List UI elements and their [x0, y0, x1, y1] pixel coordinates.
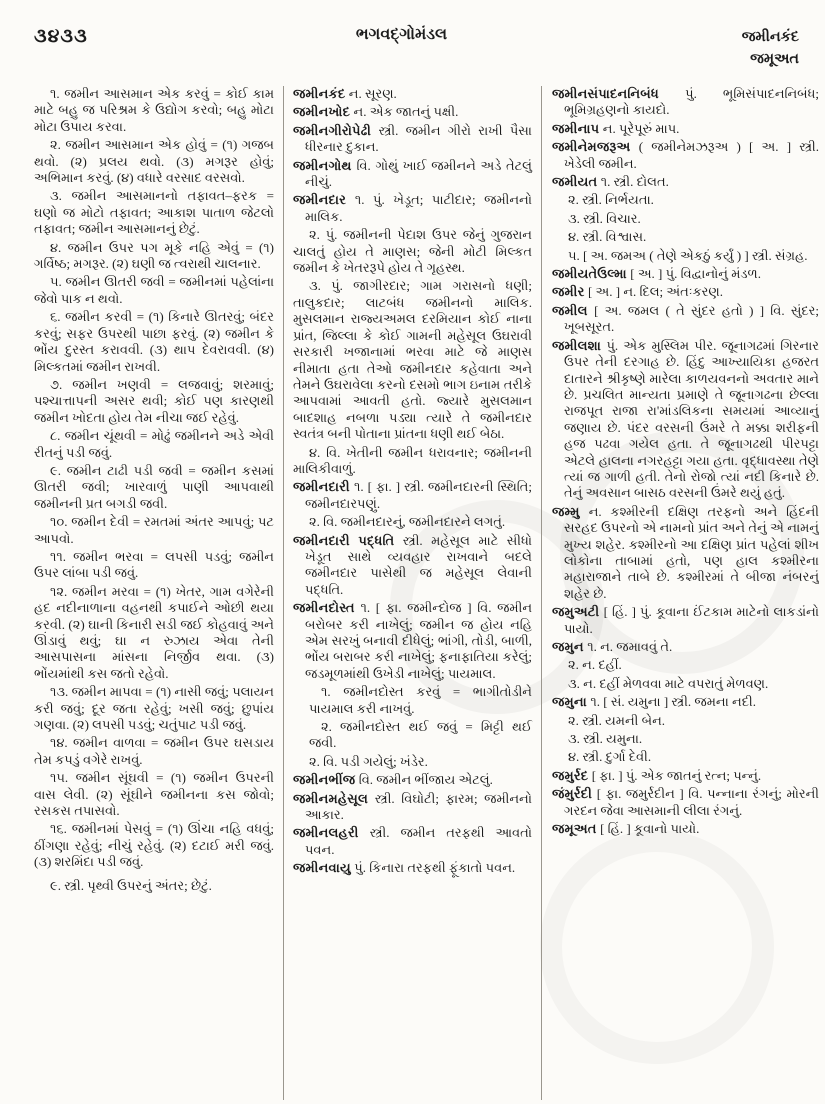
- sense-paragraph: ૧૪. જમીન વાળવા = જમીન ઉપર ઘસડાય તેમ કપડું વગેરે રાખવું.: [34, 735, 274, 767]
- sense-paragraph: ૩. પું. જાગીરદાર; ગામ ગરાસનો ધણી; તાલુકદાર; લાટબંધ જમીનનો માલિક. મુસલમાન રાજ્યઅમલ દરમિયાન કોઈ નાના પ્રાંત, જિલ્લા કે કોઈ ગામની મહેસૂલ ઉઘરાવી સરકારી ખજાનામાં ભરવા માટે જે માણસ નીમાતા હતા તેઓ જમીનદાર કહેવાતા અને તેમને ઉઘરાવેલા કરનો દસમો ભાગ ઇનામ તરીકે આપવામાં આવતી હતો. જ્યારે મુસલમાન બાદશાહ નબળા પડ્યા ત્યારે તે જમીનદાર સ્વતંત્ર બની પોતાના પ્રાંતના ધણી થઈ બેઠા.: [293, 278, 532, 442]
- entry-paragraph: જમીનદોસ્ત ૧. [ ફા. જમીન્દોજ ] વિ. જમીન બરોબર કરી નાખેલું; જમીન જ હોય નહિ એમ સરખું બનાવી દીધેલું; ભાંગી, તોડી, બાળી, ભોંય બરાબર કરી નાખેલું; ફનાફાતિયા કરેલું; જડમૂળમાંથી ઉખેડી નાખેલું; પાયમાલ.: [293, 600, 533, 681]
- sense-paragraph: ૪. જમીન ઉપર પગ મૂકે નહિ એવું = (૧) ગર્વિષ્ઠ; મગરૂર. (૨) ઘણી જ ત્વરાથી ચાલનાર.: [34, 239, 274, 272]
- sense-paragraph: ૪. સ્ત્રી. વિશ્વાસ.: [568, 229, 647, 245]
- headword: જમુર્રદ: [552, 767, 592, 783]
- column-2: [283, 86, 541, 1100]
- sense-paragraph: ૯. જમીન ટાઢી પડી જવી = જમીન કસમાં ઊતરી જવી; ખારવાળું પાણી આપવાથી જમીનની પ્રત બગડી જવી.: [34, 462, 274, 511]
- sense-paragraph: ૫. [ અ. જમઅ ( તેણે એકઠું કર્યું ) ] સ્ત્રી. સંગ્રહ.: [568, 247, 808, 263]
- sense-paragraph: ૩. જમીન આસમાનનો તફાવત–ફરક = ઘણો જ મોટો તફાવત; આકાશ પાતાળ જેટલો તફાવત; જમીન આસમાનનું છેટું.: [34, 188, 274, 237]
- headword: જમીનમહેસૂલ: [293, 790, 375, 806]
- entry-paragraph: જમીયતેઉલ્મા [ અ. ] પું. વિદ્વાનોનું મંડળ.: [552, 266, 761, 282]
- headword: જમીનભીંજ: [293, 772, 359, 788]
- sense-paragraph: ૫. જમીન ઊતરી જવી = જમીનમાં પહેલાંના જેવો પાક ન થવો.: [34, 274, 274, 306]
- sense-paragraph: ૨. જમીનદોસ્ત થઈ જવું = મિટ્ટી થઈ જવી.: [309, 719, 532, 751]
- headword: જમીનલહરી: [293, 825, 370, 841]
- guide-word-top: જમીનકંદ: [741, 29, 799, 45]
- headword: જમીનદારી: [293, 479, 355, 495]
- column-1: [34, 86, 283, 1100]
- headword: જમીનગોથ: [293, 157, 357, 173]
- entry-paragraph: જમીનદારી પદ્ધતિ સ્ત્રી. મહેસૂલ માટે સીધો ખેડૂત સાથે વ્યવહાર રાખવાને બદલે જમીનદાર પાસેથી જ મહેસૂલ લેવાની પદ્ધતિ.: [293, 532, 532, 597]
- entry-paragraph: જંમુર્રદી [ ફા. જમુર્રદીન ] વિ. પન્નાના રંગનું; મોરની ગરદન જેવા આસમાની લીલા રંગનું.: [552, 786, 819, 818]
- headword: જમીનગીરોપેઢી: [293, 122, 379, 138]
- sense-paragraph: ૧૨. જમીન મરવા = (૧) ખેતર, ગામ વગેરેની હદ નદીનાળાના વહનથી કપાઈને ઓછી થયા કરવી. (૨) ઘાની કિનારી સડી જઈ કોહવાવું અને ઊંડાવું થવું; ઘા ન રુઝાય એવા તેની આસપાસના માંસના નિર્જીવ થવા. (૩) ભોંયમાંથી કસ જતો રહેવો.: [34, 583, 274, 681]
- headword: જમીનદોસ્ત: [293, 600, 361, 616]
- sense-paragraph: ૩. સ્ત્રી. વિચાર.: [568, 210, 641, 226]
- sense-paragraph: ૧૩. જમીન માપવા = (૧) નાસી જવું; પલાયન કરી જવું; દૂર જતા રહેવું; ખસી જવું; છુપાંય ગણવા. (૨) લપસી પડવું; ચતુંપાટ પડી જવું.: [34, 684, 274, 733]
- headword: જમીનાપ: [552, 120, 603, 136]
- entry-paragraph: જમીયત ૧. સ્ત્રી. દોલત.: [552, 174, 669, 190]
- entry-paragraph: જમીનદારી ૧. [ ફા. ] સ્ત્રી. જમીનદારની સ્થિતિ; જમીનદારપણું.: [293, 479, 532, 511]
- entry-paragraph: જમુના ૧. [ સં. યમુના ] સ્ત્રી. જમના નદી.: [552, 694, 756, 710]
- sense-paragraph: ૧. જમીન આસમાન એક કરવું = કોઈ કામ માટે બહુ જ પરિશ્રમ કે ઉદ્યોગ કરવો; બહુ મોટા મોટા ઉપાય કરવા.: [34, 86, 274, 134]
- sense-paragraph: ૨. ન. દહીં.: [568, 657, 622, 673]
- entry-paragraph: જમીલ [ અ. જમલ ( તે સુંદર હતો ) ] વિ. સુંદર; ખૂબસૂરત.: [552, 302, 819, 335]
- guide-words: [649, 26, 799, 71]
- page-header: [34, 26, 799, 71]
- entry-paragraph: જમીનવાયુ પું. કિનારા તરફથી ફૂંકાતો પવન.: [293, 860, 516, 876]
- sense-paragraph: ૨. સ્ત્રી. યમની બેન.: [568, 712, 666, 728]
- sense-paragraph: ૧૦. જમીન દેવી = રમતમાં અંતર આપવું; પટ આપવો.: [34, 514, 274, 546]
- sense-paragraph: ૨. જમીન આસમાન એક હોવું = (૧) ગજબ થવો. (૨) પ્રલય થવો. (૩) મગરૂર હોવું; અભિમાન કરવું. (૪) વધારે વરસાદ વરસવો.: [34, 137, 274, 186]
- sense-paragraph: ૮. જમીન ચૂંથવી = મોઢું જમીનને અડે એવી રીતનું પડી જવું.: [34, 428, 274, 460]
- headword: જંમુર્રદી: [552, 786, 597, 802]
- sense-paragraph: ૨. વિ. પડી ગયેલું; ખંડેર.: [309, 753, 428, 769]
- entry-paragraph: જમુન ૧. ન. જમાવવું તે.: [552, 639, 673, 654]
- sense-paragraph: ૧. જમીનદોસ્ત કરવું = ભાગીતોડીને પાયમાલ કરી નાખવું.: [309, 684, 532, 716]
- sense-paragraph: ૧૬. જમીનમાં પેસવું = (૧) ઊંચા નહિ વધવું; ઠીંગણા રહેવું; નીચું રહેવું. (૨) દટાઈ મરી જવું. (૩) શરમિંદા પડી જવું.: [34, 821, 274, 870]
- headword: જમૂઅત: [552, 821, 601, 837]
- headword: જમીનવાયુ: [293, 860, 355, 876]
- headword: જમુઅટી: [552, 604, 604, 620]
- entry-paragraph: જમૂઅત [ હિં. ] કૂવાનો પાયો.: [552, 821, 700, 837]
- sense-paragraph: ૭. જમીન ખણવી = લજવાવું; શરમાવું; પશ્ચાત્તાપની અસર થવી; કોઈ પણ કારણથી જમીન ખોદતા હોય તેમ નીચા જઈ રહેવું.: [34, 376, 274, 425]
- entry-paragraph: જમીનગોથ વિ. ગોથું ખાઈ જમીનને અડે તેટલું નીચું.: [293, 157, 532, 190]
- entry-paragraph: જમીલશા પું. એક મુસ્લિમ પીર. જૂનાગઢમાં ગિરનાર ઉપર તેની દરગાહ છે. હિંદુ આખ્યાયિકા હજરત દાતારને શ્રીકૃષ્ણે મારેલા કાળયવનનો અવતાર માને છે. પ્રચલિત માન્યતા પ્રમાણે તે જૂનાગઢના છેલ્લા રાજપૂત રાજા રા'માંડલિકના સમયમાં આવ્યાનું જણાય છે. પંદર વરસની ઉંમરે તે મક્કા શરીફની હજ પઢવા ગયેલ હતા. તે જૂનાગઢથી પીરપટ્ટા એટલે હાલના નગરહટ્ટા ગયા હતા. વૃદ્ધાવસ્થા તેણે ત્યાં જ ગાળી હતી. તેનો રોજો ત્યાં નદી કિનારે છે. તેનું અવસાન બાસઠ વરસની ઉંમરે થયું હતું.: [552, 337, 819, 501]
- sense-paragraph: ૯. સ્ત્રી. પૃથ્વી ઉપરનું અંતર; છેટું.: [50, 877, 212, 893]
- entry-paragraph: જમીનમહેસૂલ સ્ત્રી. વિઘોટી; ફારમ; જમીનનો આકાર.: [293, 790, 532, 823]
- headword: જમીનસંપાદનનિબંધ: [552, 86, 686, 101]
- entry-paragraph: જમીનદાર ૧. પું. ખેડૂત; પાટીદાર; જમીનનો માલિક.: [293, 192, 532, 224]
- sense-paragraph: ૧૫. જમીન સૂંઘવી = (૧) જમીન ઉપરની વાસ લેવી. (૨) સૂંઘીને જમીનના કસ જોવો; રસકસ તપાસવો.: [34, 770, 274, 819]
- sense-paragraph: ૨. વિ. જમીનદારનું, જમીનદારને લગતું.: [309, 514, 506, 530]
- sense-paragraph: ૪. વિ. ખેતીની જમીન ધરાવનાર; જમીનની માલિકીવાળું.: [293, 444, 532, 476]
- sense-paragraph: ૬. જમીન કરવી = (૧) કિનારે ઊતરવું; બંદર કરવું; સફર ઉપરથી પાછા ફરવું. (૨) જમીન કે ભોંય દુરસ્ત કરાવવી. (૩) થાપ દેવરાવવી. (૪) મિલ્કતમાં જમીન રાખવી.: [34, 309, 274, 374]
- headword: જમીર: [552, 284, 588, 300]
- entry-paragraph: જમીનેમજરૂઅ ( જમીનેમઝરૂઅ ) [ અ. ] સ્ત્રી. ખેડેલી જમીન.: [552, 139, 819, 171]
- entry-paragraph: જમીનગીરોપેઢી સ્ત્રી. જમીન ગીરો રાખી પૈસા ધીરનાર દુકાન.: [293, 122, 532, 155]
- page-number: ૩૪૩૩: [34, 26, 88, 47]
- entry-paragraph: જમીર [ અ. ] ન. દિલ; અંતઃકરણ.: [552, 284, 723, 300]
- sense-paragraph: ૩. ન. દહીં મેળવવા માટે વપરાતું મેળવણ.: [568, 675, 769, 691]
- headword: જમીલશા: [552, 337, 607, 353]
- headword: જમીયત: [552, 174, 601, 190]
- entry-paragraph: જમીનખોદ ન. એક જાતનું પક્ષી.: [293, 104, 459, 120]
- headword: જમ્મુ: [552, 503, 589, 519]
- sense-paragraph: ૪. સ્ત્રી. દુર્ગા દેવી.: [568, 749, 652, 765]
- headword: જમીનકંદ: [293, 86, 349, 101]
- sense-paragraph: ૧૧. જમીન ભરવા = લપસી પડવું; જમીન ઉપર લાંબા પડી જવું.: [34, 548, 274, 581]
- entry-paragraph: જમુઅટી [ હિં. ] પું. કૂવાના ઈંટકામ માટેનો લાકડાંનો પાયો.: [552, 604, 819, 636]
- headword: જમીનદાર: [293, 192, 355, 208]
- headword: જમુન: [552, 639, 588, 654]
- sense-paragraph: ૩. સ્ત્રી. યમુના.: [568, 731, 643, 747]
- headword: જમીનદારી પદ્ધતિ: [293, 532, 403, 548]
- headword: જમીનેમજરૂઅ: [552, 139, 639, 155]
- guide-word-bottom: જમૂઅત: [750, 51, 799, 68]
- columns: [34, 86, 819, 1100]
- entry-paragraph: જમીનસંપાદનનિબંધ પું. ભૂમિસંપાદનનિબંધ; ભૂમિગ્રહણનો કાયદો.: [552, 86, 819, 118]
- entry-paragraph: જમીનાપ ન. પૂરેપૂરું માપ.: [552, 120, 680, 136]
- column-3: [541, 86, 819, 1100]
- headword: જમુના: [552, 694, 591, 710]
- book-title: ભગવદ્ગોમંડલ: [355, 26, 448, 43]
- headword: જમીયતેઉલ્મા: [552, 266, 631, 282]
- entry-paragraph: જમીનલહરી સ્ત્રી. જમીન તરફથી આવતો પવન.: [293, 825, 533, 857]
- headword: જમીલ: [552, 302, 595, 318]
- entry-paragraph: જમ્મુ ન. કશ્મીરની દક્ષિણ તરફનો અને હિંદની સરહદ ઉપરનો એ નામનો પ્રાંત અને તેનું એ નામનું મુખ્ય શહેર. કશ્મીરનો આ દક્ષિણ પ્રાંત પહેલાં શીખ લોકોના તાબામાં હતો, પણ હાલ કશ્મીરના મહારાજાને તાબે છે. કશ્મીરમાં તે બીજા નંબરનું શહેર છે.: [552, 503, 819, 601]
- sense-paragraph: ૨. સ્ત્રી. નિર્ભયતા.: [568, 192, 654, 208]
- sense-paragraph: ૨. પું. જમીનની પેદાશ ઉપર જેનું ગુજરાન ચાલતું હોય તે માણસ; જેની મોટી મિલ્કત જમીન કે ખેતરરૂપે હોય તે ગૃહસ્થ.: [293, 227, 532, 276]
- headword: જમીનખોદ: [293, 104, 354, 120]
- entry-paragraph: જમીનકંદ ન. સૂરણ.: [293, 86, 397, 101]
- entry-paragraph: જમીનભીંજ વિ. જમીન ભીંજાય એટલું.: [293, 772, 493, 788]
- entry-paragraph: જમુર્રદ [ ફા. ] પું. એક જાતનું રત્ન; પન્નું.: [552, 767, 762, 783]
